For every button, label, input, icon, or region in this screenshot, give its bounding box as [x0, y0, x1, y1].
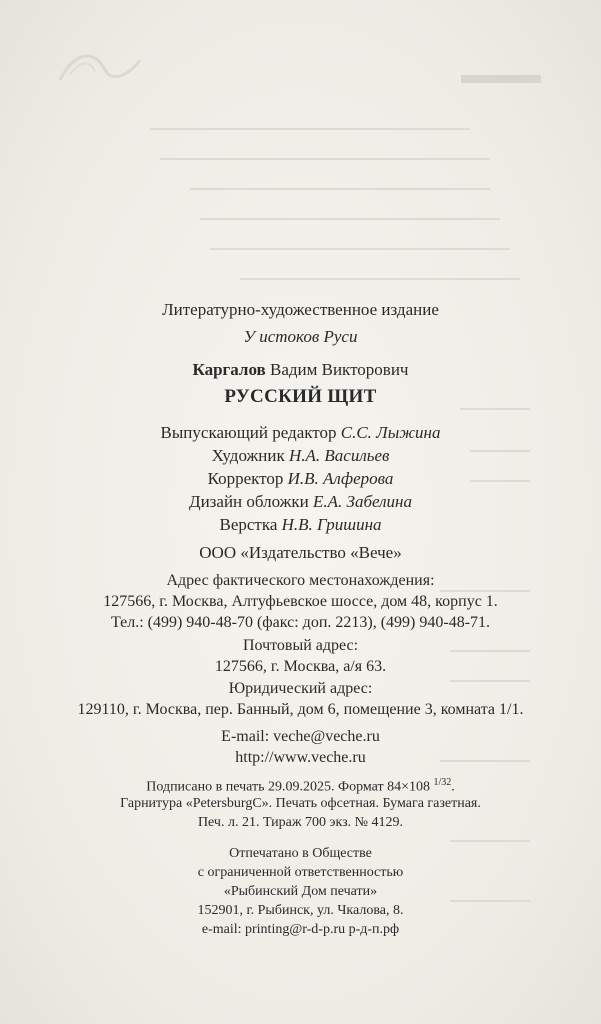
edition-type: Литературно-художественное издание [162, 300, 439, 319]
book-title: РУССКИЙ ЩИТ [224, 386, 377, 407]
author-given-name: Вадим Викторович [269, 360, 409, 379]
printer-line-2: с ограниченной ответственностью [197, 865, 404, 880]
author-surname: Каргалов [192, 360, 266, 379]
postal-address-label: Почтовый адрес: [242, 637, 359, 654]
legal-address-label: Юридический адрес: [228, 680, 373, 697]
actual-address: 127566, г. Москва, Алтуфьевское шоссе, дом 48, корпус 1. [103, 593, 498, 610]
actual-address-label: Адрес фактического местонахождения: [166, 572, 435, 589]
credit-editor: Выпускающий редактор С.С. Лыжина [160, 423, 441, 442]
print-info-signed: Подписано в печать 29.09.2025. Формат 84×108 $^{1/32}$. [146, 777, 455, 795]
credit-proofreader: Корректор И.В. Алферова [207, 469, 394, 488]
format-fraction: 1/32 [433, 777, 452, 788]
print-info-run: Печ. л. 21. Тираж 700 экз. № 4129. [197, 815, 404, 830]
printer-line-1: Отпечатано в Обществе [229, 846, 372, 861]
credit-cover-design: Дизайн обложки Е.А. Забелина [188, 492, 412, 511]
series-name: У истоков Руси [243, 327, 358, 346]
printer-email: e-mail: printing@r-d-p.ru р-д-п.рф [201, 922, 400, 937]
printer-line-3: «Рыбинский Дом печати» [223, 884, 378, 899]
phones: Тел.: (499) 940-48-70 (факс: доп. 2213), (499) 940-48-71. [110, 614, 491, 631]
print-info-typeface: Гарнитура «PetersburgC». Печать офсетная. Бумага газетная. [120, 796, 481, 811]
publisher-name: ООО «Издательство «Вече» [199, 543, 402, 562]
legal-address: 129110, г. Москва, пер. Банный, дом 6, помещение 3, комната 1/1. [77, 701, 524, 718]
publisher-email: E-mail: veche@veche.ru [221, 728, 380, 745]
postal-address: 127566, г. Москва, а/я 63. [214, 658, 387, 675]
credit-artist: Художник Н.А. Васильев [211, 446, 390, 465]
publisher-website: http://www.veche.ru [235, 749, 366, 766]
credit-layout: Верстка Н.В. Гришина [219, 515, 382, 534]
author [0, 360, 601, 380]
printer-line-4: 152901, г. Рыбинск, ул. Чкалова, 8. [197, 903, 404, 918]
